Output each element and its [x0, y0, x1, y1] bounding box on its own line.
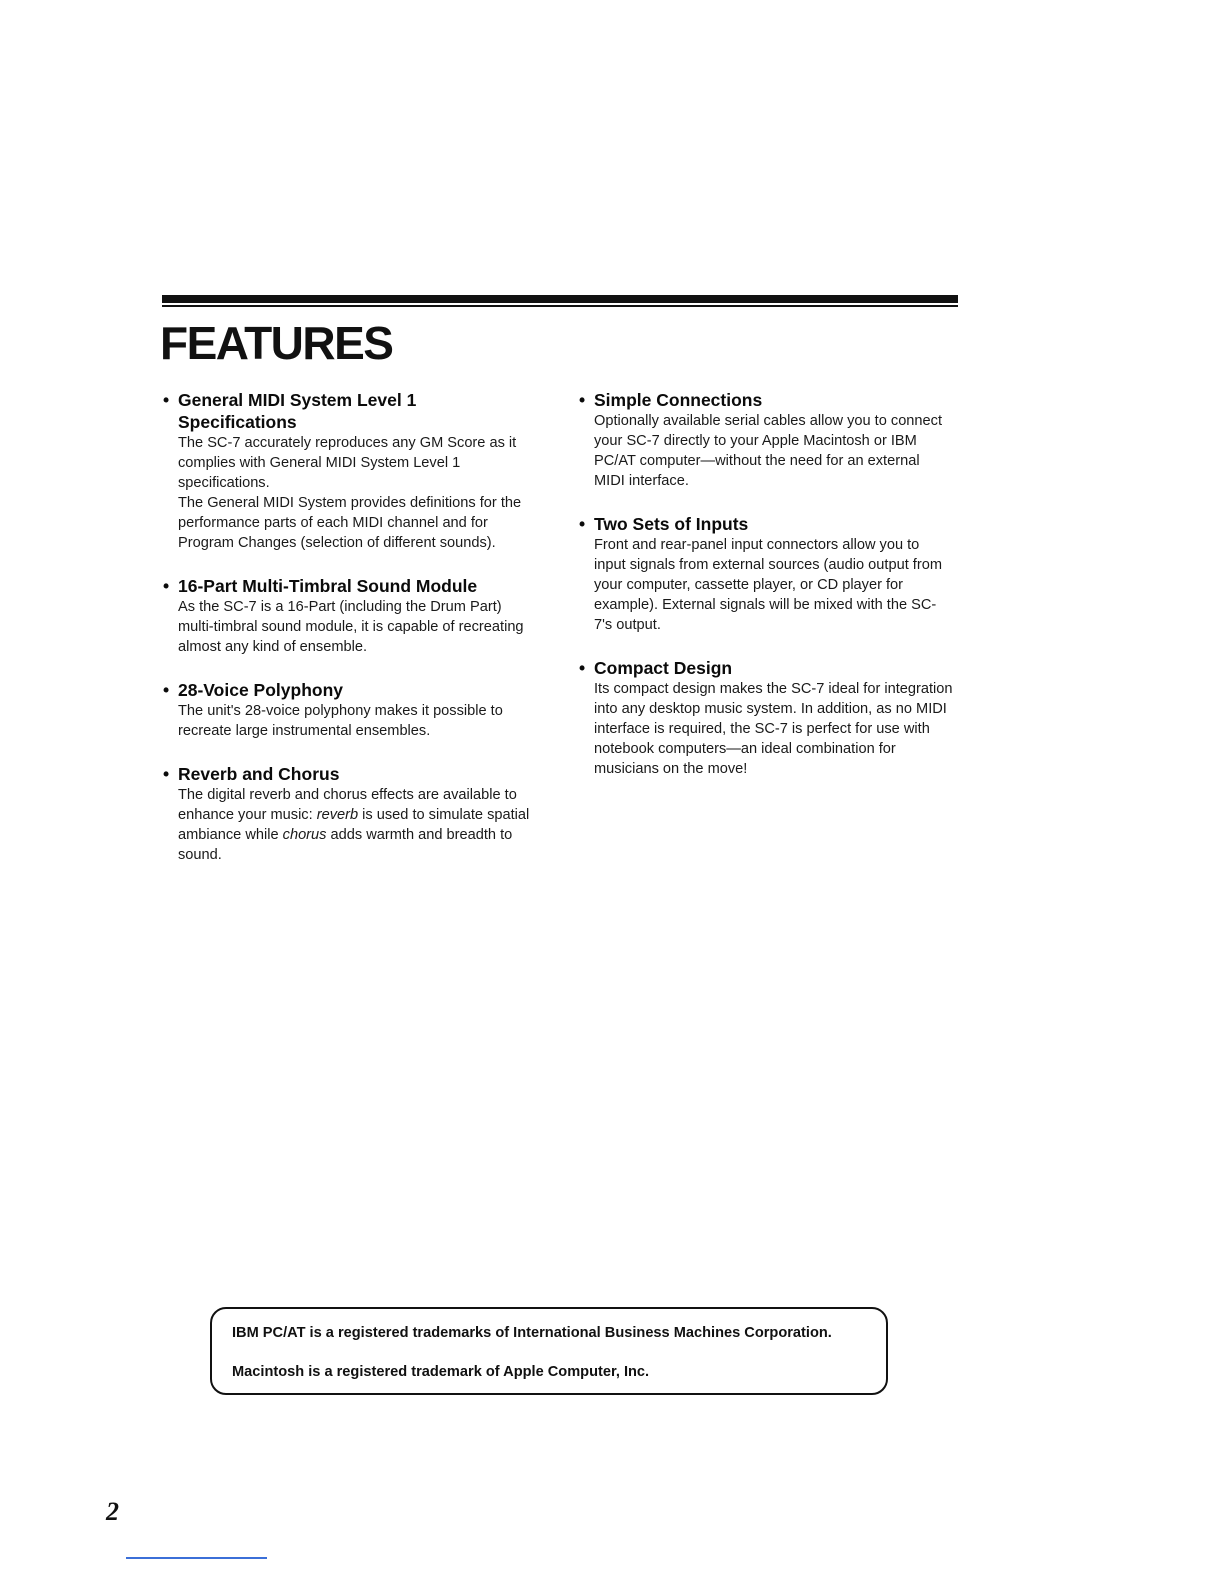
feature-heading: General MIDI System Level 1 Specifications: [178, 390, 417, 432]
feature-multi-timbral: [163, 575, 538, 657]
feature-heading: Simple Connections: [594, 390, 763, 410]
feature-text: Optionally available serial cables allow you to connect your SC-7 directly to your Apple Macintosh or IBM PC/AT computer—without the need for an external MIDI interface.: [594, 413, 943, 489]
features-column-left: [163, 389, 538, 887]
feature-heading: 28-Voice Polyphony: [178, 680, 343, 700]
feature-heading: Two Sets of Inputs: [594, 514, 749, 534]
title-rule-thick: [162, 295, 958, 303]
bullet-icon: •: [163, 764, 170, 784]
features-column-right: [579, 389, 954, 801]
trademark-macintosh: Macintosh is a registered trademark of Apple Computer, Inc.: [232, 1364, 650, 1380]
title-rule-thin: [162, 305, 958, 307]
term-chorus: chorus: [282, 827, 327, 843]
term-reverb: reverb: [316, 807, 359, 823]
feature-text: The unit's 28-voice polyphony makes it possible to recreate large instrumental ensembles.: [178, 703, 503, 739]
scan-edge-mark: [126, 1557, 267, 1559]
bullet-icon: •: [579, 514, 586, 534]
feature-text: The SC-7 accurately reproduces any GM Score as it complies with General MIDI System Level 1 specifications.: [178, 435, 517, 491]
feature-general-midi: [163, 389, 538, 553]
feature-heading: 16-Part Multi-Timbral Sound Module: [178, 576, 478, 596]
page-title: FEATURES: [160, 317, 393, 369]
bullet-icon: •: [163, 680, 170, 700]
feature-text: As the SC-7 is a 16-Part (including the Drum Part) multi-timbral sound module, it is capable of recreating almost any kind of ensemble.: [178, 599, 524, 655]
bullet-icon: •: [163, 576, 170, 596]
bullet-icon: •: [579, 658, 586, 678]
feature-simple-connections: [579, 389, 954, 491]
trademark-ibm: IBM PC/AT is a registered trademarks of International Business Machines Corporation.: [232, 1325, 832, 1341]
feature-heading: Reverb and Chorus: [178, 764, 340, 784]
feature-text: The digital reverb and chorus effects are available to enhance your music: reverb is used to simulate spatial ambiance while chorus adds warmth and breadth to sound.: [178, 787, 530, 863]
page-number: 2: [106, 1497, 119, 1526]
feature-polyphony: [163, 679, 538, 741]
bullet-icon: •: [579, 390, 586, 410]
feature-reverb-chorus: [163, 763, 538, 865]
feature-compact-design: [579, 657, 954, 779]
trademark-notice-box: [210, 1307, 888, 1395]
feature-text: The General MIDI System provides definitions for the performance parts of each MIDI channel and for Program Changes (selection of different sounds).: [178, 495, 522, 551]
feature-text: Its compact design makes the SC-7 ideal for integration into any desktop music system. In addition, as no MIDI interface is required, the SC-7 is perfect for use with notebook computers—an ideal combination for musicians on the move!: [594, 681, 953, 777]
feature-two-inputs: [579, 513, 954, 635]
feature-text: Front and rear-panel input connectors allow you to input signals from external sources (audio output from your computer, cassette player, or CD player for example). External signals will be mixed with the SC-7's output.: [594, 537, 942, 633]
feature-heading: Compact Design: [594, 658, 733, 678]
bullet-icon: •: [163, 390, 170, 410]
